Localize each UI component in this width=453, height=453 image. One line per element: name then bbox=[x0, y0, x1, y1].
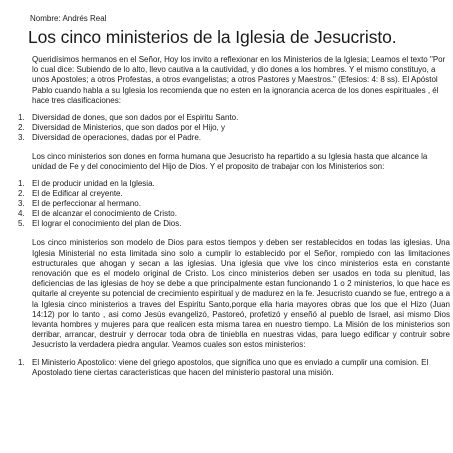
purpose-intro-paragraph: Los cinco ministerios son dones en forma humana que Jesucristo ha repartido a su Iglesia hasta que alcance la unidad de Fe y del conocimiento del Hijo de Dios. Y el proposito de trabajar con los Ministerios son: bbox=[32, 152, 428, 172]
list-item: 3. Diversidad de operaciones, dadas por el Padre. bbox=[18, 133, 201, 143]
list-item: 5. El lograr el conocimiento del plan de Dios. bbox=[18, 219, 182, 229]
purpose-list bbox=[18, 179, 439, 229]
author-line: Nombre: Andrés Real bbox=[30, 14, 107, 23]
list-item: 2. El de Edificar al creyente. bbox=[18, 189, 123, 199]
list-item: 3. El de perfeccionar al hermano. bbox=[18, 199, 141, 209]
list-item: 1. El Ministerio Apostolico: viene del griego apostolos, que significa uno que es enviado a cumplir una comision. El Apostolado tiene ciertas caracteristicas que hacen del ministerio pastoral una misión. bbox=[18, 357, 429, 377]
classification-list bbox=[18, 113, 439, 143]
list-item: 1. El de producir unidad en la Iglesia. bbox=[18, 179, 155, 189]
body-paragraph: Los cinco ministerios son modelo de Dios para estos tiempos y deben ser restablecidos en todas las iglesias. Una Iglesia Ministerial no esta limitada sino solo a cumplir lo establecido por el Señor, rompiedo con las limitaciones estructurales que ahogan y secan a las iglesias. Una iglesia que vive los cinco ministerios esta en constante renovación que es el modelo original de Cristo. Los cinco ministerios deben ser usados en toda su plenitud, las deficiencias de las iglesias de hoy se debe a que principalmente estan funcionando 1 o 2 ministerios, lo que hace es quitarle al creyente su potencial de crecimiento espiritual y de madurez en la fe. Jesucristo cuando se fue, entrego a a la Iglesia cinco ministerios a traves del Espiritu Santo,porque ella haria mayores obras que los que el Hizo (Juan 14:12) por lo tanto , asi como Jesús evangelizó, Pastoreó, profetizó y enseñó al pueblo de Israel, asi mismo Dios levanta hombres y mujeres para que realicen esta misma tarea en nuestro tiempo. La Misión de los ministerios son derribar, arrancar, destruir y derrocar toda obra de tinieblla en nuestras vidas, para luego edificar y contruir sobre Jesucristo la verdadera piedra angular. Veamos cuales son estos ministerios: bbox=[32, 238, 451, 350]
list-item: 4. El de alcanzar el conocimiento de Cristo. bbox=[18, 209, 177, 219]
intro-paragraph: Queridísimos hermanos en el Señor, Hoy los invito a reflexionar en los Ministerios de la Iglesia; Leamos el texto "Por lo cual dice: Subiendo de lo alto, llevo cautiva a la cautividad, y dio dones a los hombres. Y el mismo constituyo, a unos Apostoles; a otros Profestas, a otros evangelistas; a otros Pastores y Maestros." (Efesios: 4: 8 ss). El Apóstol Pablo cuando habla a su Iglesia los recomienda que no esten en la ignorancia acerca de los dones espirituales , él hace tres clasificaciones: bbox=[32, 55, 446, 105]
list-item: 2. Diversidad de Ministerios, que son dados por el Hijo, y bbox=[18, 123, 225, 133]
list-item: 1. Diversidad de dones, que son dados por el Espiritu Santo. bbox=[18, 113, 239, 123]
document-title: Los cinco ministerios de la Iglesia de Jesucristo. bbox=[28, 27, 397, 47]
ministries-list bbox=[18, 358, 439, 378]
